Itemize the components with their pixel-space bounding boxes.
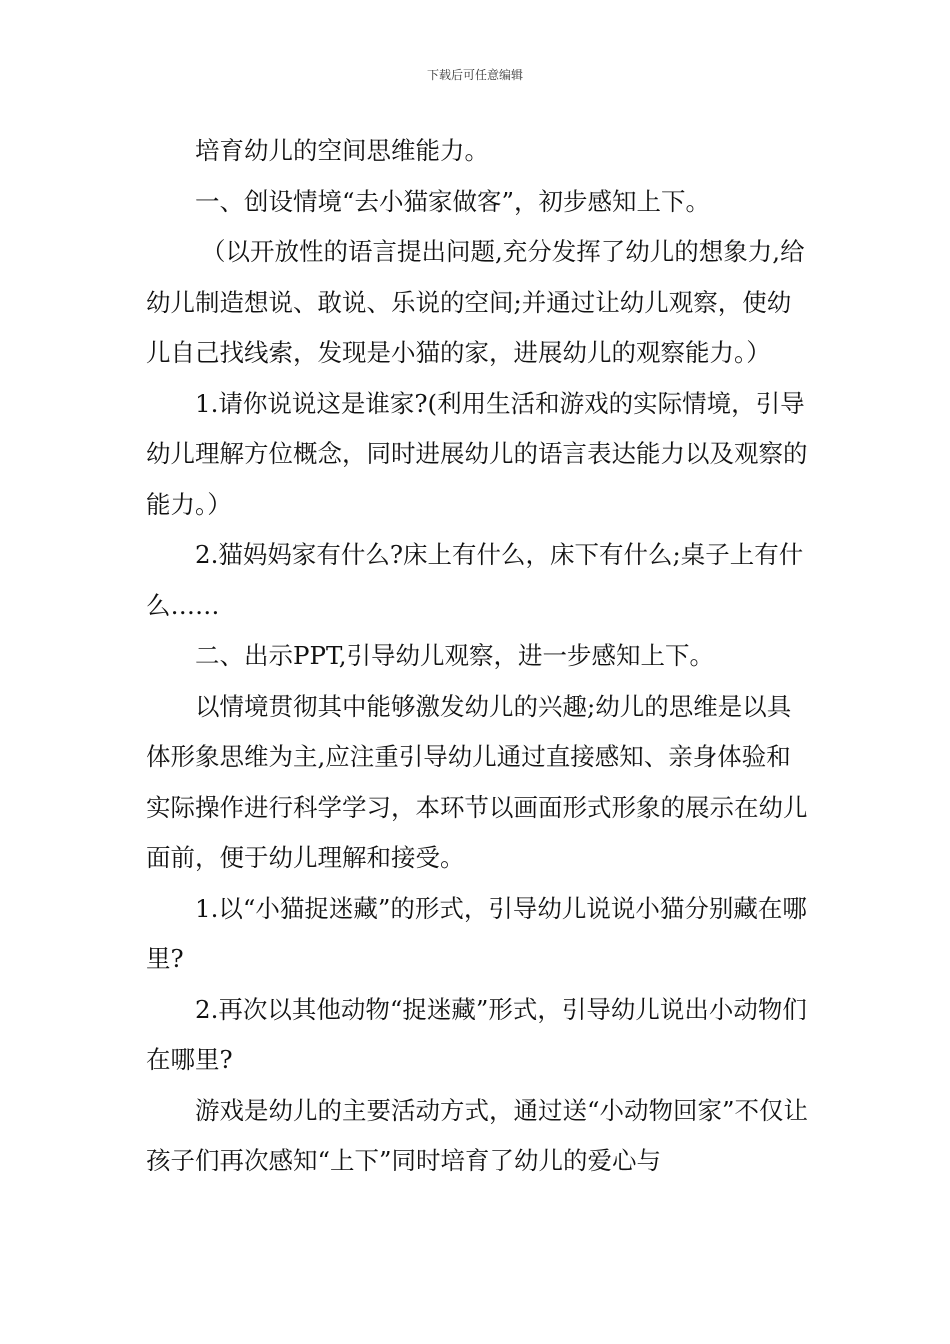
paragraph: 游戏是幼儿的主要活动方式，通过送“小动物回家”不仅让孩子们再次感知“上下”同时培育了幼儿的爱心与: [146, 1095, 809, 1175]
paragraph: 以情境贯彻其中能够激发幼儿的兴趣;幼儿的思维是以具体形象思维为主,应注重引导幼儿通过直接感知、亲身体验和实际操作进行科学学习，本环节以画面形式形象的展示在幼儿面前，便于幼儿理解和接受。: [146, 691, 808, 872]
page-header: 下载后可任意编辑: [426, 68, 523, 82]
document-body: [146, 126, 811, 1187]
section-heading: 二、出示PPT,引导幼儿观察，进一步感知上下。: [195, 641, 714, 670]
list-item: 2.猫妈妈家有什么?床上有什么，床下有什么;桌子上有什么……: [146, 540, 804, 620]
paragraph: 培育幼儿的空间思维能力。: [195, 136, 489, 165]
list-item: 2.再次以其他动物“捉迷藏”形式，引导幼儿说出小动物们在哪里?: [146, 994, 807, 1074]
list-item: 1.以“小猫捉迷藏”的形式，引导幼儿说说小猫分别藏在哪里?: [146, 893, 807, 973]
section-heading: 一、创设情境“去小猫家做客”，初步感知上下。: [195, 186, 711, 216]
list-item: 1.请你说说这是谁家?(利用生活和游戏的实际情境，引导幼儿理解方位概念，同时进展幼儿的语言表达能力以及观察的能力。）: [146, 388, 808, 519]
paragraph: （以开放性的语言提出问题,充分发挥了幼儿的想象力,给幼儿制造想说、敢说、乐说的空间;并通过让幼儿观察，使幼儿自己找线索，发现是小猫的家，进展幼儿的观察能力。）: [146, 237, 805, 367]
